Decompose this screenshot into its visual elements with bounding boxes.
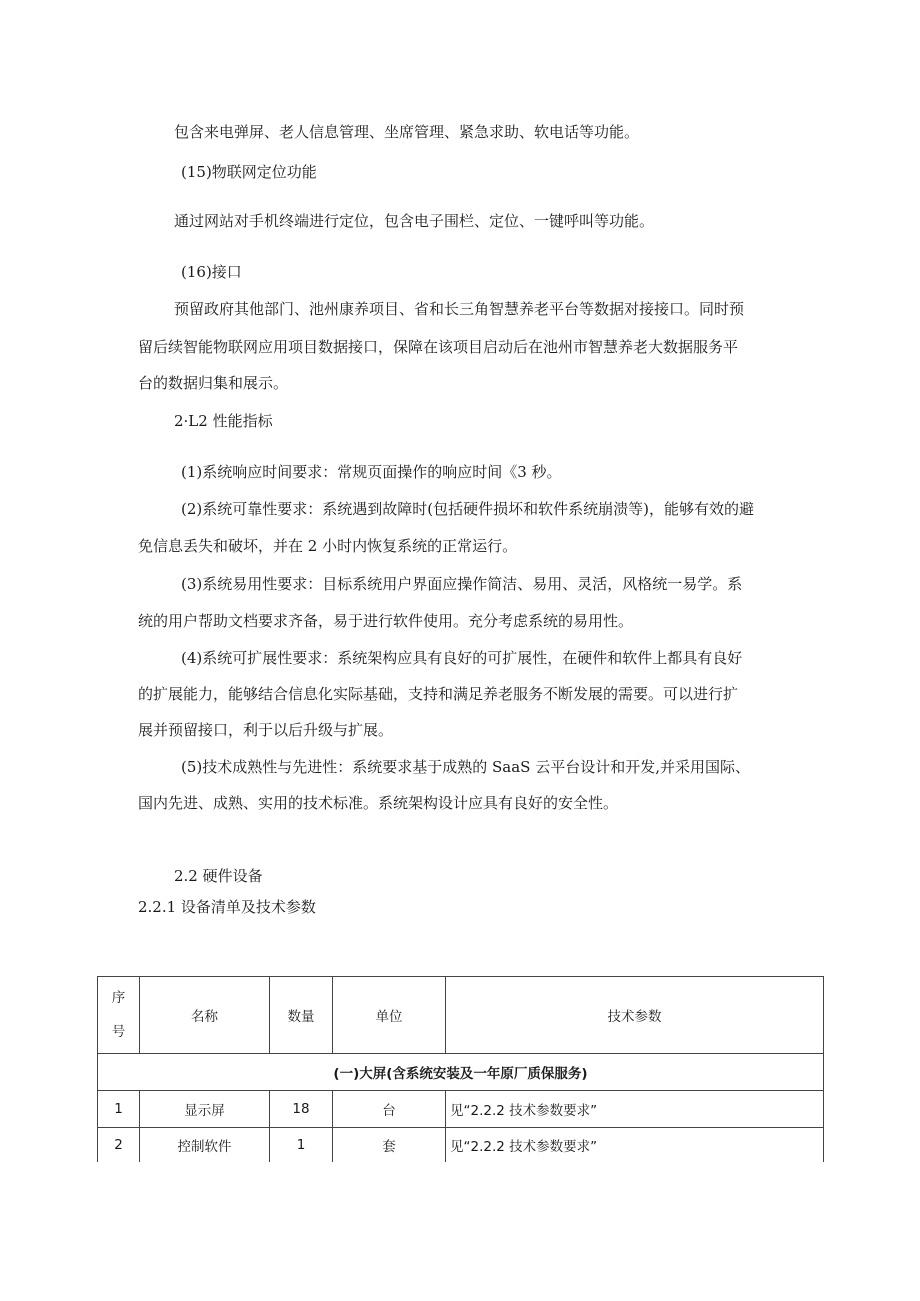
paragraph-interface-line2: 留后续智能物联网应用项目数据接口，保障在该项目启动后在池州市智慧养老大数据服务平 — [138, 338, 739, 356]
cell-name: 控制软件 — [140, 1128, 270, 1163]
header-seq — [98, 977, 140, 1054]
requirement-5-line2: 国内先进、成熟、实用的技术标准。系统架构设计应具有良好的安全性。 — [138, 794, 619, 812]
section-title-big-screen: (一)大屏(含系统安装及一年原厂质保服务) — [98, 1054, 824, 1091]
cell-seq: 1 — [98, 1091, 140, 1128]
cell-qty: 1 — [270, 1128, 333, 1163]
table-row — [98, 1128, 824, 1163]
table-header-row — [98, 977, 824, 1054]
item-16-heading: (16)接口 — [181, 263, 242, 281]
requirement-2-line2: 免信息丢失和破坏，并在 2 小时内恢复系统的正常运行。 — [138, 537, 518, 555]
cell-params: 见“2.2.2 技术参数要求” — [446, 1128, 824, 1163]
item-15-heading: (15)物联网定位功能 — [181, 163, 317, 181]
header-seq-bottom: 号 — [111, 1024, 126, 1040]
subsection-heading-equipment-list: 2.2.1 设备清单及技术参数 — [138, 898, 316, 916]
header-seq-top: 序 — [111, 990, 126, 1006]
requirement-3-line2: 统的用户帮助文档要求齐备，易于进行软件使用。充分考虑系统的易用性。 — [138, 612, 634, 630]
section-heading-hardware: 2.2 硬件设备 — [174, 867, 263, 885]
paragraph-callcenter-features: 包含来电弹屏、老人信息管理、坐席管理、紧急求助、软电话等功能。 — [174, 123, 640, 141]
header-params: 技术参数 — [446, 977, 824, 1054]
header-name: 名称 — [140, 977, 270, 1054]
equipment-table — [97, 976, 824, 1162]
cell-unit: 台 — [333, 1091, 446, 1128]
cell-unit: 套 — [333, 1128, 446, 1163]
paragraph-interface-line1: 预留政府其他部门、池州康养项目、省和长三角智慧养老平台等数据对接接口。同时预 — [174, 300, 745, 318]
paragraph-interface-line3: 台的数据归集和展示。 — [138, 374, 289, 392]
header-unit: 单位 — [333, 977, 446, 1054]
cell-qty: 18 — [270, 1091, 333, 1128]
requirement-4-line1: (4)系统可扩展性要求：系统架构应具有良好的可扩展性，在硬件和软件上都具有良好 — [181, 649, 743, 667]
header-qty: 数量 — [270, 977, 333, 1054]
requirement-5-line1: (5)技术成熟性与先进性：系统要求基于成熟的 SaaS 云平台设计和开发,并采用国际、 — [181, 758, 750, 776]
cell-seq: 2 — [98, 1128, 140, 1163]
cell-name: 显示屏 — [140, 1091, 270, 1128]
requirement-3-line1: (3)系统易用性要求：目标系统用户界面应操作简洁、易用、灵活，风格统一易学。系 — [181, 575, 743, 593]
cell-params: 见“2.2.2 技术参数要求” — [446, 1091, 824, 1128]
performance-heading: 2·L2 性能指标 — [174, 412, 273, 430]
table-row — [98, 1091, 824, 1128]
requirement-2-line1: (2)系统可靠性要求：系统遇到故障时(包括硬件损坏和软件系统崩溃等)，能够有效的避 — [181, 500, 754, 518]
table-section-row — [98, 1054, 824, 1091]
requirement-4-line3: 展并预留接口，利于以后升级与扩展。 — [138, 721, 394, 739]
requirement-4-line2: 的扩展能力，能够结合信息化实际基础，支持和满足养老服务不断发展的需要。可以进行扩 — [138, 685, 739, 703]
paragraph-iot-positioning: 通过网站对手机终端进行定位，包含电子围栏、定位、一键呼叫等功能。 — [174, 212, 655, 230]
requirement-1-line1: (1)系统响应时间要求：常规页面操作的响应时间《3 秒。 — [181, 463, 562, 481]
